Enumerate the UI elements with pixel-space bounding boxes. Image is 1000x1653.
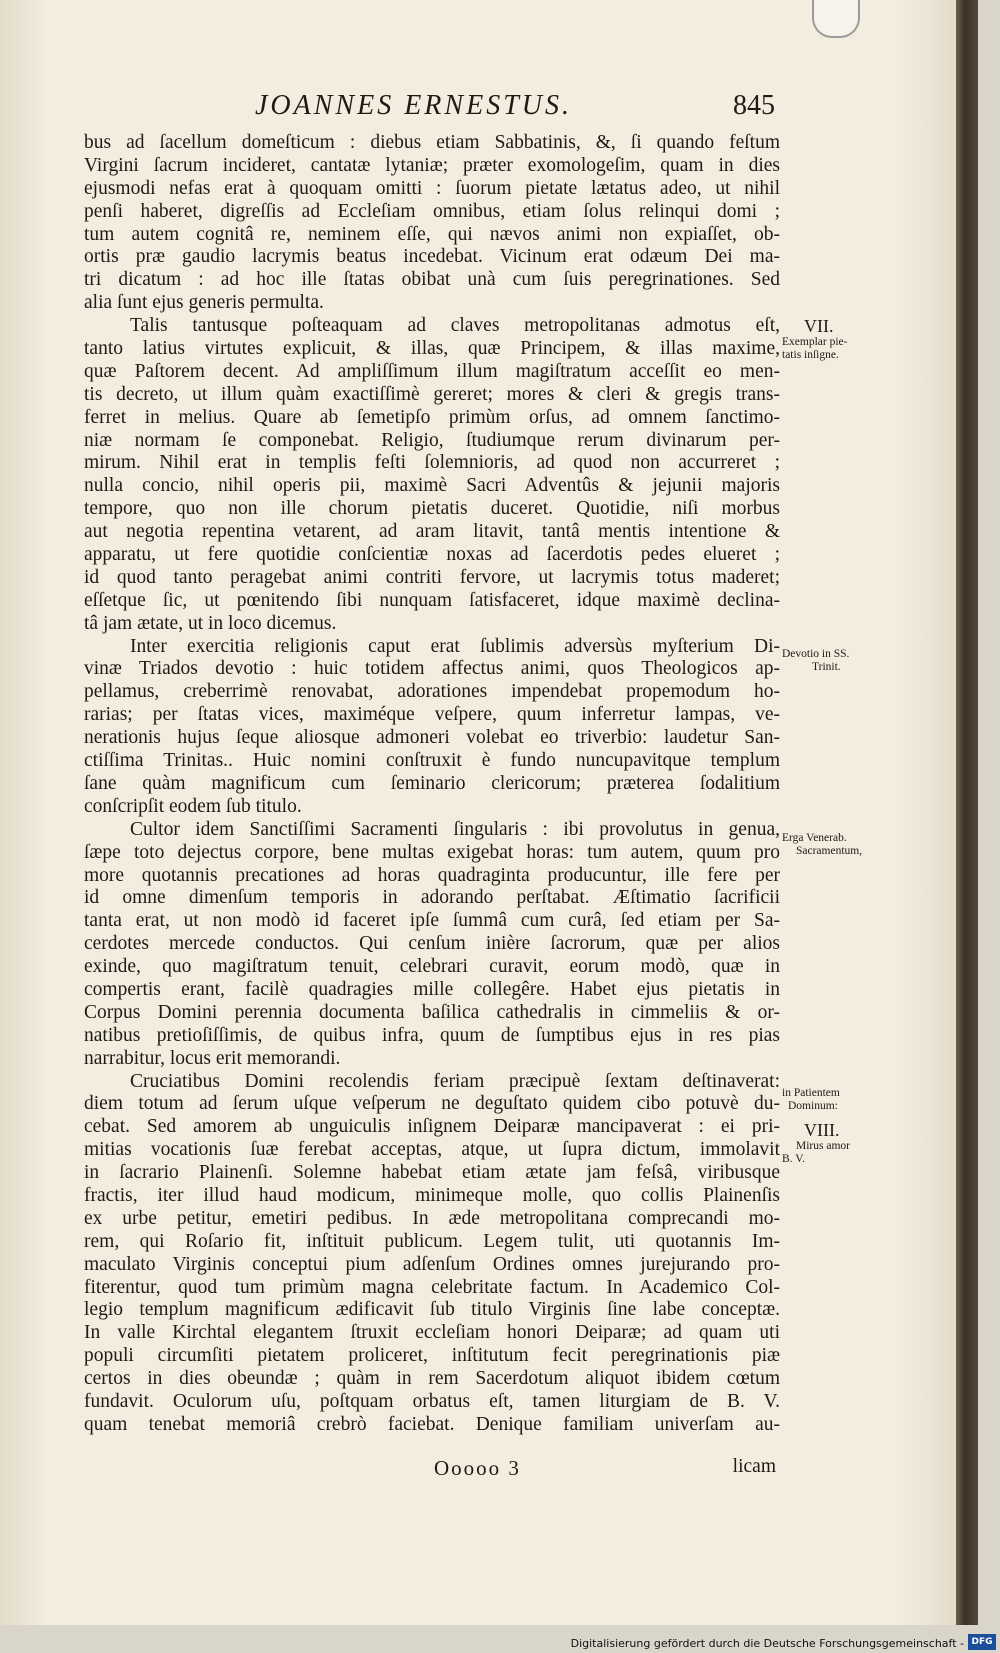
text-line: tri dicatum : ad hoc ille ſtatas obibat unà cum ſuis peregrinationes. Sed — [84, 269, 780, 291]
text-line: tanto latius virtutes explicuit, & illas, quæ Principem, & illas maxime, — [84, 338, 780, 360]
text-line: bus ad ſacellum domeſticum : diebus etiam Sabbatinis, &, ſi quando feſtum — [84, 132, 780, 153]
text-line: ortis præ gaudio lacrymis beatus incedebat. Vicinum erat odæum Dei ma- — [84, 246, 780, 268]
text-line: cerdotes mercede conductos. Qui cenſum inière ſacrorum, quæ per alios — [84, 933, 780, 955]
text-line: populi circumſiti pietatem proliceret, inſtitutum fecit peregrinationis piæ — [84, 1345, 780, 1367]
text-line: rarias; per ſtatas vices, maximéque veſpere, quum inferretur lampas, ve- — [84, 704, 780, 726]
page-number: 845 — [733, 90, 775, 121]
text-line: Corpus Domini perennia documenta baſilica cathedralis in cimmeliis & or- — [84, 1001, 780, 1023]
text-line: mirum. Nihil erat in templis feſti ſolemnioris, ad quod non accurreret ; — [84, 452, 780, 474]
margin-note-line: tatis inſigne. — [782, 349, 839, 361]
text-line: In valle Kirchtal elegantem ſtruxit eccleſiam honori Deiparæ; ad quam uti — [84, 1322, 780, 1344]
text-line: more quotannis precationes ad horas quadraginta producuntur, ille fere per — [84, 864, 780, 886]
text-line: narrabitur, locus erit memorandi. — [84, 1047, 341, 1069]
text-line: tum autem cognitâ re, neminem eſſe, qui nævos animi non expiaſſet, ob- — [84, 223, 780, 245]
text-line: aut negotia repentina vetarent, ad aram litavit, tantâ mentis intentione & — [84, 521, 780, 543]
text-line: niæ normam ſe componebat. Religio, ſtudiumque rerum divinarum per- — [84, 429, 780, 451]
text-line: in ſacrario Plainenſi. Solemne habebat etiam ætate jam feſsâ, viribusque — [84, 1162, 780, 1184]
margin-note-mirus-amor — [782, 1120, 874, 1166]
text-line: pellamus, creberrimè renovabat, adorationes impendebat propemodum ho- — [84, 681, 780, 703]
text-line: quam tenebat memoriâ crebrò faciebat. Denique familiam univerſam au- — [84, 1413, 780, 1435]
dfg-logo: DFG — [968, 1634, 996, 1650]
text-line: Inter exercitia religionis caput erat ſublimis adversùs myſterium Di- — [130, 635, 780, 657]
text-line: fiterentur, quod tum primùm magna celebritate factum. In Academico Col- — [84, 1276, 780, 1298]
text-line: ſane quàm magnificum cum ſeminario clericorum; præterea ſodalitium — [84, 772, 780, 794]
margin-note-line: Mirus amor — [796, 1140, 850, 1152]
text-line: Virgini ſacrum incideret, cantatæ lytaniæ; præter exomologeſim, quam in dies — [84, 154, 780, 176]
text-line: tis decreto, ut illum quàm exactiſſimè gereret; mores & cleri & gregis trans- — [84, 383, 780, 405]
text-line: vinæ Triados devotio : huic totidem affectus animi, quos Theologicos ap- — [84, 658, 780, 680]
text-line: eſſetque ſic, ut pœnitendo ſibi nunquam ſatisfaceret, idque maximè declina- — [84, 589, 780, 611]
text-line: rem, qui Roſario fit, inſtituit publicum. Legem tulit, uti quotannis Im- — [84, 1230, 780, 1252]
text-line: id quod tanto peragebat animi contriti fervore, ut lacrymis totus maderet; — [84, 566, 780, 588]
margin-note-line: in Patientem — [782, 1087, 840, 1099]
page-edge — [956, 0, 978, 1625]
body-text — [84, 132, 780, 1460]
text-line: fractis, iter illud haud modicum, minimeque molle, quo collis Plainenſis — [84, 1184, 780, 1206]
text-line: alia ſunt ejus generis permulta. — [84, 292, 324, 314]
digitization-credit: Digitalisierung gefördert durch die Deutsche Forschungsgemeinschaft - — [570, 1637, 964, 1650]
margin-note-line: Sacramentum, — [796, 845, 863, 857]
text-line: diem totum ad ſerum uſque veſperum ne deguſtato quidem cibo potuvè du- — [84, 1093, 780, 1115]
page-header — [255, 90, 775, 126]
text-line: cebat. Sed amorem ab unguiculis inſignem Deiparæ mancipaverat : ei pri- — [84, 1116, 780, 1138]
margin-note-line: Exemplar pie- — [782, 336, 848, 348]
text-line: apparatu, ut fere quotidie conſcientiæ noxas ad ſacerdotis pedes elueret ; — [84, 544, 780, 566]
text-line: ctiſſima Trinitas.. Huic nomini conſtruxit è fundo nuncupavitque templum — [84, 750, 780, 772]
text-line: certos in dies obeundæ ; quàm in rem Sacerdotum aliquot ibidem cœtum — [84, 1368, 780, 1390]
margin-note-exemplar — [782, 316, 874, 362]
text-line: tanta erat, ut non modò id faceret ipſe ſummâ cum curâ, ſed etiam per Sa- — [84, 910, 780, 932]
margin-note-line: Trinit. — [812, 661, 841, 673]
margin-note-line: B. V. — [782, 1153, 805, 1165]
signature-mark: Ooooo 3 — [434, 1456, 521, 1480]
text-line: compertis erant, facilè quadragies mille collegêre. Habet ejus pietatis in — [84, 978, 780, 1000]
margin-note-line: Dominum: — [788, 1100, 838, 1112]
text-line: fundavit. Oculorum uſu, poſtquam orbatus eſt, tamen liturgiam de B. V. — [84, 1390, 780, 1412]
text-line: Talis tantusque poſteaquam ad claves metropolitanas admotus eſt, — [130, 315, 780, 337]
margin-section-number: VIII. — [804, 1120, 840, 1140]
text-line: ex urbe petitur, emetiri pedibus. In æde metropolitana comprecandi mo- — [84, 1207, 780, 1229]
text-line: mitias vocationis ſuæ ferebat acceptas, atque, ut ſupra dictum, immolavit — [84, 1139, 780, 1161]
text-line: Cruciatibus Domini recolendis feriam præcipuè ſextam deſtinaverat: — [130, 1070, 780, 1092]
text-line: ferret in melius. Quare ab ſemetipſo primùm orſus, ad omnem ſanctimo- — [84, 406, 780, 428]
text-line: ſæpe toto dejectus corpore, bene multas exigebat horas: tum autem, quum pro — [84, 841, 780, 863]
text-line: ejusmodi nefas erat à quoquam omitti : ſuorum pietate lætatus adeo, ut nihil — [84, 177, 780, 199]
margin-section-number: VII. — [804, 316, 834, 336]
text-line: penſi haberet, digreſſis ad Eccleſiam omnibus, etiam ſolus relinqui domi ; — [84, 200, 780, 222]
margin-note-line: Erga Venerab. — [782, 832, 847, 844]
page-clip — [812, 0, 860, 38]
text-line: legio templum magnificum ædificavit ſub titulo Virginis ſine labe conceptæ. — [84, 1299, 780, 1321]
running-title: JOANNES ERNESTUS. — [255, 90, 572, 121]
margin-note-sacramentum — [782, 832, 874, 858]
text-line: nulla concio, nihil operis pii, maximè Sacri Adventûs & jejunii majoris — [84, 475, 780, 497]
text-line: natibus pretioſiſſimis, de quibus infra, quum de ſumptibus ejus in res pias — [84, 1024, 780, 1046]
text-line: Cultor idem Sanctiſſimi Sacramenti ſingularis : ibi provolutus in genua, — [130, 818, 780, 840]
margin-note-devotio — [782, 648, 874, 674]
text-line: nerationis hujus ſeque aliosque admoneri volebat eo triverbio: laudetur San- — [84, 727, 780, 749]
text-line: exinde, quo magiſtratum tenuit, celebrari curavit, eorum modò, quæ in — [84, 956, 780, 978]
catchword: licam — [732, 1456, 776, 1477]
margin-note-patientem — [782, 1087, 874, 1113]
margin-note-line: Devotio in SS. — [782, 648, 850, 660]
text-line: quæ Paſtorem decent. Ad ampliſſimum illum magiſtratum acceſſit eo men- — [84, 360, 780, 382]
page-footer — [84, 1456, 780, 1482]
text-line: tâ jam ætate, ut in loco dicemus. — [84, 612, 337, 634]
text-line: id omne dimenſum temporis in adorando perſtabat. Æſtimatio ſacrificii — [84, 887, 780, 909]
text-line: maculato Virginis conceptui pium adſenſum Ordines omnes jurejurando pro- — [84, 1253, 780, 1275]
text-line: conſcripſit eodem ſub titulo. — [84, 795, 302, 817]
text-line: tempore, quo non ille chorum pietatis duceret. Quotidie, niſi morbus — [84, 498, 780, 520]
